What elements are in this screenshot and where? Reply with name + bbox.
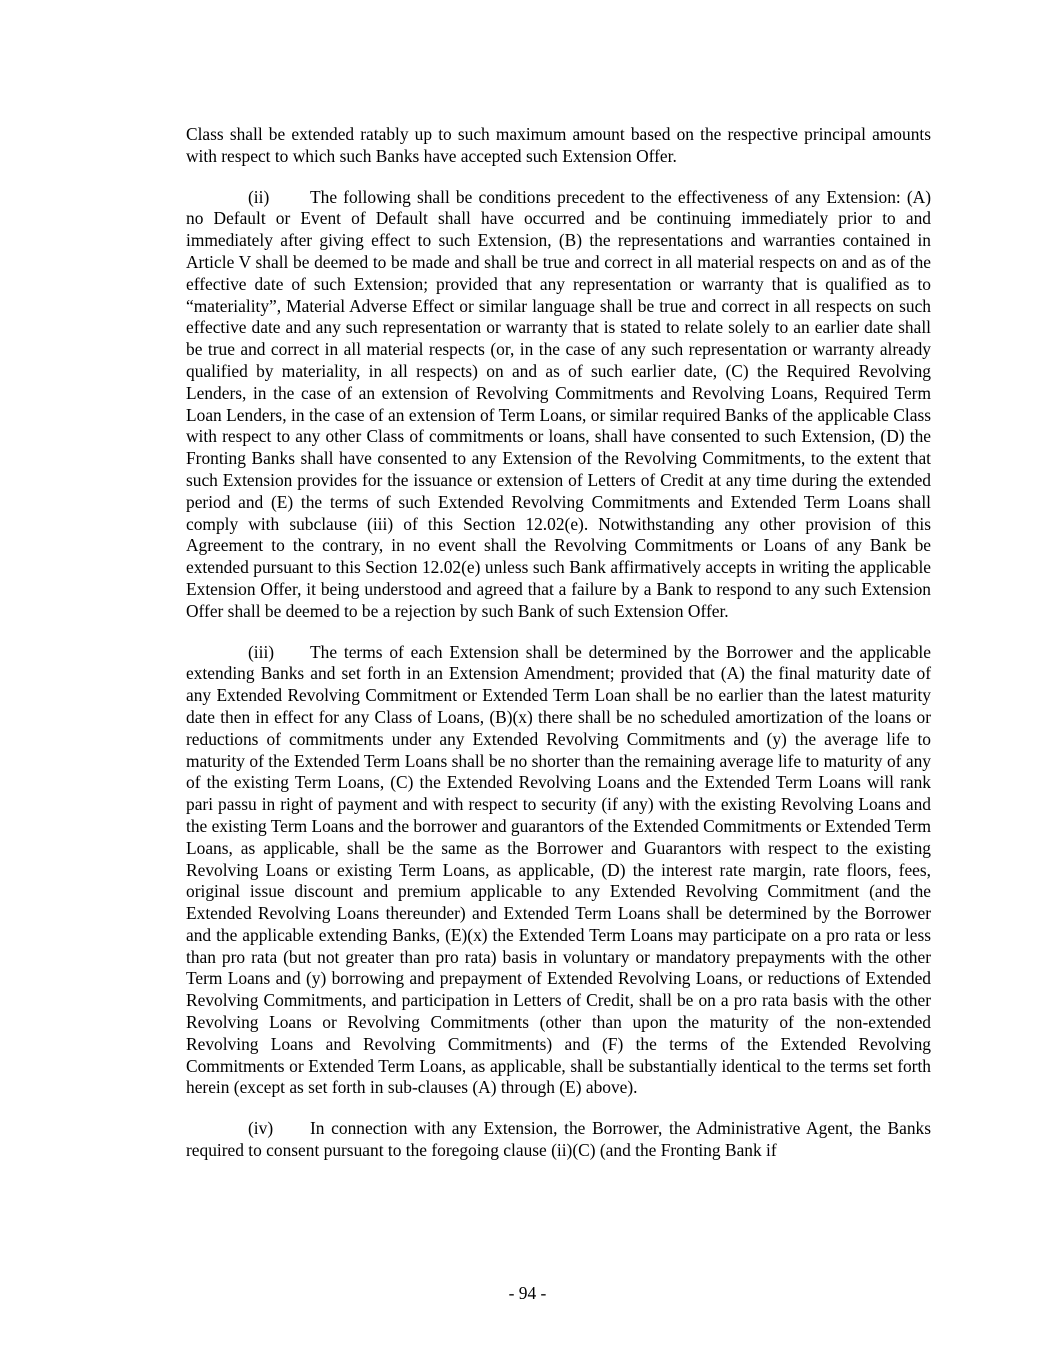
document-body <box>186 124 931 1181</box>
page-number: - 94 - <box>508 1283 547 1303</box>
paragraph-continuation: Class shall be extended ratably up to such maximum amount based on the respective principal amounts with respect to which such Banks have accepted such Extension Offer. <box>186 124 931 166</box>
clause-text-iii: The terms of each Extension shall be determined by the Borrower and the applicable extending Banks and set forth in an Extension Amendment; provided that (A) the final maturity date of any Extended Revolving Commitment or Extended Term Loan shall be no earlier than the latest maturity date then in effect for any Class of Loans, (B)(x) there shall be no scheduled amortization of the loans or reductions of commitments under any Extended Revolving Commitments and (y) the average life to maturity of the Extended Term Loans shall be no shorter than the remaining average life to maturity of any of the existing Term Loans, (C) the Extended Revolving Loans and the Extended Term Loans will rank pari passu in right of payment and with respect to security (if any) with the existing Revolving Loans and the existing Term Loans and the borrower and guarantors of the Extended Commitments or Extended Term Loans, as applicable, shall be the same as the Borrower and Guarantors with respect to the existing Revolving Loans or existing Term Loans, as applicable, (D) the interest rate margin, rate floors, fees, original issue discount and premium applicable to any Extended Revolving Commitment (and the Extended Revolving Loans thereunder) and Extended Term Loans shall be determined by the Borrower and the applicable extending Banks, (E)(x) the Extended Term Loans may participate on a pro rata or less than pro rata (but not greater than pro rata) basis in voluntary or mandatory prepayments with the other Term Loans and (y) borrowing and prepayment of Extended Revolving Loans, or reductions of Extended Revolving Commitments, and participation in Letters of Credit, shall be on a pro rata basis with the other Revolving Loans or Revolving Commitments (other than upon the maturity of the non-extended Revolving Loans and Revolving Commitments) and (F) the terms of the Extended Revolving Commitments or Extended Term Loans, as applicable, shall be substantially identical to the terms set forth herein (except as set forth in sub-clauses (A) through (E) above). <box>186 641 932 1098</box>
paragraph-clause-ii <box>186 187 931 623</box>
clause-number-iv: (iv) <box>248 1118 274 1139</box>
clause-text-ii: The following shall be conditions precedent to the effectiveness of any Extension: (A) no Default or Event of Default shall have occurred and be continuing immediately prior to and immediately after giving effect to such Extension, (B) the representations and warranties contained in Article V shall be deemed to be made and shall be true and correct in all material respects on and as of the effective date of such Extension; provided that any representation or warranty that is qualified as to “materiality”, Material Adverse Effect or similar language shall be true and correct in all respects on such effective date and any such representation or warranty that is stated to relate solely to an earlier date shall be true and correct in all material respects (or, in the case of any such representation or warranty already qualified by materiality, in all respects) on and as of such earlier date, (C) the Required Revolving Lenders, in the case of an extension of Revolving Commitments and Revolving Loans, Required Term Loan Lenders, in the case of an extension of Term Loans, or similar required Banks of the applicable Class with respect to any other Class of commitments or loans, shall have consented to such Extension, (D) the Fronting Banks shall have consented to any Extension of the Revolving Commitments, to the extent that such Extension provides for the issuance or extension of Letters of Credit at any time during the extended period and (E) the terms of such Extended Revolving Commitments and Extended Term Loans shall comply with subclause (iii) of this Section 12.02(e). Notwithstanding any other provision of this Agreement to the contrary, in no event shall the Revolving Commitments or Loans of any Bank be extended pursuant to this Section 12.02(e) unless such Bank affirmatively accepts in writing the applicable Extension Offer, it being understood and agreed that a failure by a Bank to respond to any such Extension Offer shall be deemed to be a rejection by such Bank of such Extension Offer. <box>186 186 931 621</box>
clause-number-iii: (iii) <box>248 641 275 662</box>
paragraph-clause-iv <box>186 1118 931 1162</box>
paragraph-clause-iii <box>186 642 931 1100</box>
clause-number-ii: (ii) <box>248 186 270 207</box>
clause-text-iv: In connection with any Extension, the Borrower, the Administrative Agent, the Banks required to consent pursuant to the foregoing clause (ii)(C) (and the Fronting Bank if <box>186 1118 931 1161</box>
